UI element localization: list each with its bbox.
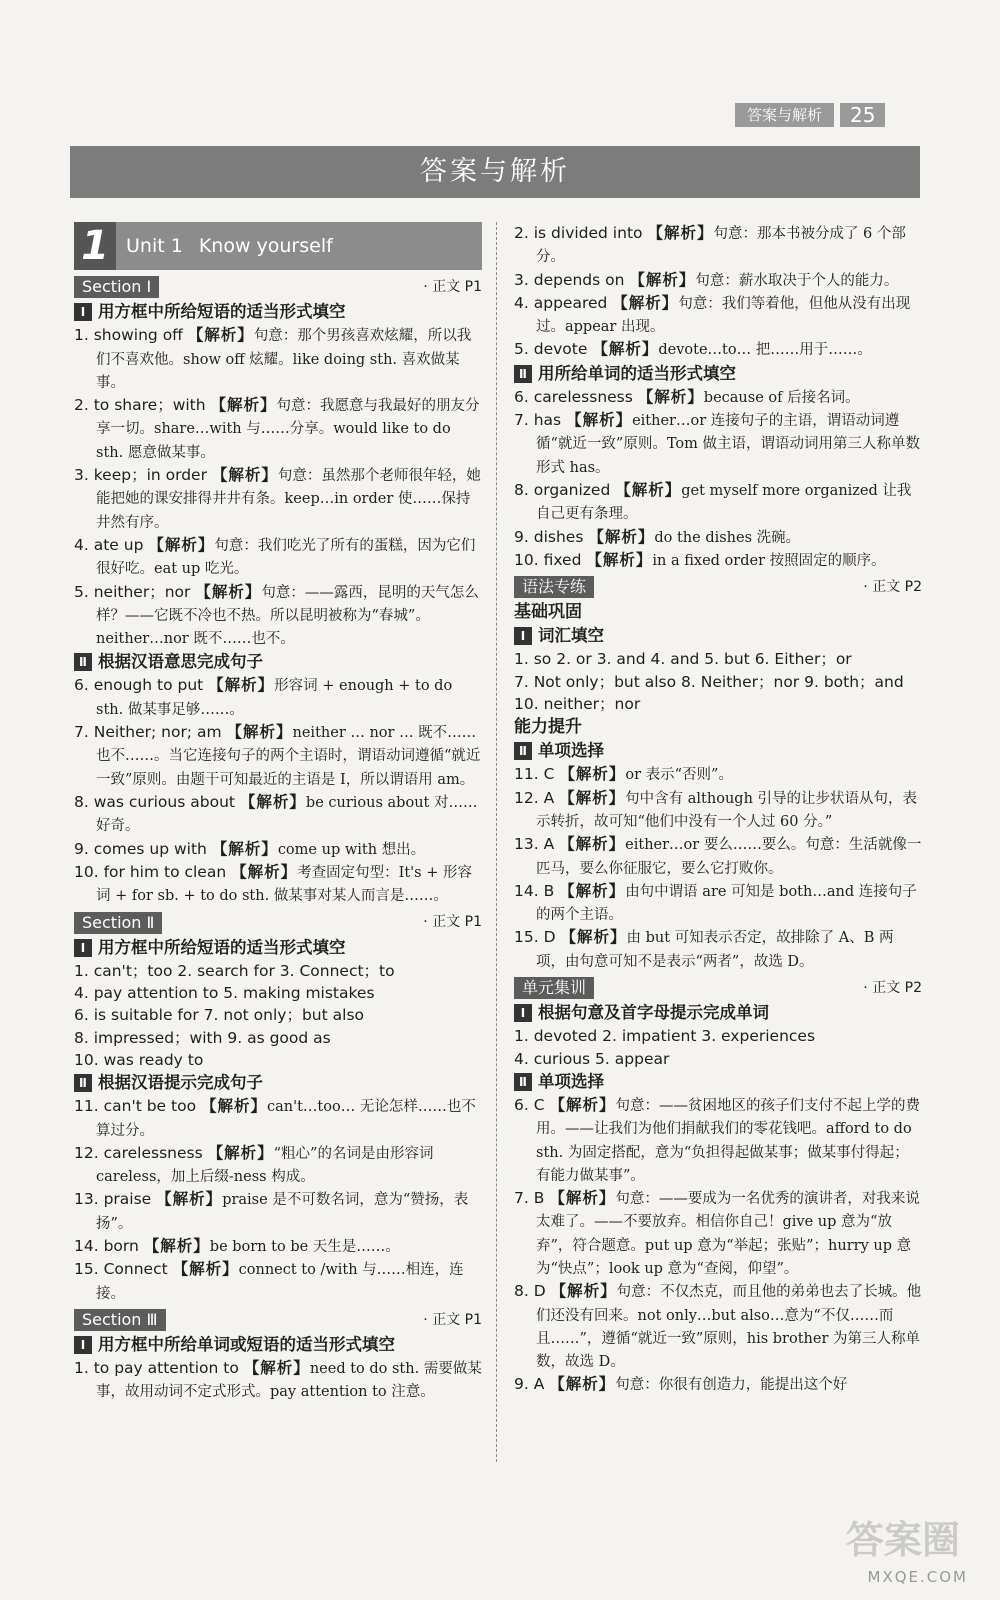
page-reference: · 正文 P2	[863, 579, 922, 596]
subsection-heading	[74, 650, 482, 674]
item-number: 11.	[514, 765, 539, 784]
item-explanation: 句意：薪水取决于个人的能力。	[695, 272, 899, 289]
item-answer: B	[533, 1189, 545, 1208]
item-answer: C	[543, 765, 555, 784]
item-explanation: 句意：那个男孩喜欢炫耀，所以我们不喜欢他。show off 炫耀。like doing sth. 喜欢做某事。	[96, 328, 472, 391]
analysis-tag: 【解析】	[559, 788, 626, 807]
answer-item	[514, 479, 922, 526]
subsection-text: 单项选择	[538, 741, 604, 761]
subsection-text: 词汇填空	[538, 626, 604, 646]
column-divider	[496, 222, 497, 1462]
answer-item	[74, 581, 482, 651]
answer-line: 1. devoted 2. impatient 3. experiences	[514, 1027, 816, 1046]
item-answer: depends on	[533, 270, 625, 289]
item-number: 1.	[74, 326, 89, 345]
item-explanation: 句意：不仅杰克，而且他的弟弟也去了长城。他们还没有回来。not only…but also…意为“不仅……而且……”，遵循“就近一致”原则，his brother 为第三人称单数，故选 D。	[536, 1284, 922, 1371]
roman-numeral-badge: Ⅱ	[514, 1073, 532, 1091]
page-header	[735, 103, 885, 127]
analysis-tag: 【解析】	[615, 480, 682, 499]
roman-numeral-badge: Ⅱ	[514, 742, 532, 760]
item-number: 2.	[74, 396, 89, 415]
answer-item	[74, 1095, 482, 1142]
item-explanation: in a fixed order 按照固定的顺序。	[652, 552, 886, 569]
subsection-heading	[514, 1001, 922, 1025]
item-explanation: need to do sth. 需要做某事，故用动词不定式形式。pay attention to 注意。	[96, 1361, 482, 1401]
item-answer: showing off	[93, 326, 183, 345]
answer-item	[514, 926, 922, 973]
subsection-text: 用方框中所给单词或短语的适当形式填空	[98, 1335, 395, 1355]
answer-item	[514, 833, 922, 880]
answer-item	[514, 269, 922, 292]
analysis-tag: 【解析】	[239, 792, 306, 811]
item-number: 3.	[514, 270, 529, 289]
answer-item	[74, 324, 482, 394]
roman-numeral-badge: Ⅱ	[74, 653, 92, 671]
item-number: 13.	[74, 1190, 99, 1209]
item-explanation: neither … nor … 既不……也不……。当它连接句子的两个主语时，谓语动词遵循“就近一致”原则。由题干可知最近的主语是 I，所以谓语用 am。	[96, 725, 481, 788]
roman-numeral-badge: Ⅰ	[514, 1004, 532, 1022]
page-reference: · 正文 P1	[423, 914, 482, 931]
page-title: 答案与解析	[70, 146, 920, 198]
analysis-tag: 【解析】	[559, 835, 626, 854]
item-number: 9.	[514, 527, 529, 546]
answer-item	[514, 549, 922, 572]
analysis-tag: 【解析】	[226, 723, 293, 742]
answer-item	[514, 292, 922, 339]
analysis-tag: 【解析】	[231, 862, 298, 881]
item-number: 1.	[74, 1359, 89, 1378]
answer-item	[514, 763, 922, 786]
answer-item	[514, 880, 922, 927]
item-explanation: 句意：我愿意与我最好的朋友分享一切。share…with 与……分享。would like to do sth. 愿意做某事。	[96, 398, 480, 461]
answer-item	[514, 222, 922, 269]
section-heading	[74, 276, 482, 298]
analysis-tag: 【解析】	[637, 387, 704, 406]
item-answer: ate up	[93, 535, 144, 554]
item-explanation: do the dishes 洗碗。	[654, 529, 801, 546]
unit-title: Unit 1	[126, 234, 183, 257]
subsection-heading	[74, 1333, 482, 1357]
section-tag: Section Ⅱ	[74, 912, 162, 934]
item-answer: praise	[103, 1190, 152, 1209]
item-answer: B	[543, 881, 555, 900]
item-answer: C	[533, 1095, 545, 1114]
item-answer: fixed	[543, 550, 582, 569]
item-answer: A	[543, 788, 555, 807]
section-tag: Section Ⅲ	[74, 1309, 166, 1331]
section-heading	[74, 911, 482, 933]
subsection-heading	[74, 1071, 482, 1095]
item-explanation: 句中含有 although 引导的让步状语从句，表示转折，故可知“他们中没有一个人过 60 分。”	[536, 790, 918, 830]
item-number: 3.	[74, 466, 89, 485]
item-number: 12.	[74, 1143, 99, 1162]
answer-item	[514, 1373, 922, 1396]
answer-item	[514, 526, 922, 549]
answer-item	[74, 1357, 482, 1404]
item-number: 7.	[514, 411, 529, 430]
item-explanation: either…or 连接句子的主语，谓语动词遵循“就近一致”原则。Tom 做主语，谓语动词用第三人称单数形式 has。	[536, 413, 920, 476]
item-answer: carelessness	[533, 387, 633, 406]
answer-item	[514, 338, 922, 361]
item-number: 8.	[514, 480, 529, 499]
item-number: 12.	[514, 788, 539, 807]
item-answer: A	[543, 835, 555, 854]
right-column	[514, 222, 922, 1397]
item-answer: dishes	[533, 527, 584, 546]
analysis-tag: 【解析】	[195, 582, 262, 601]
item-answer: to share；with	[93, 396, 206, 415]
item-number: 14.	[74, 1236, 99, 1255]
answer-item	[514, 409, 922, 479]
analysis-tag: 【解析】	[243, 1359, 310, 1378]
unit-number: 1	[74, 222, 116, 270]
section-tag: Section Ⅰ	[74, 276, 159, 298]
answer-item	[514, 1094, 922, 1187]
answer-item	[74, 861, 482, 908]
item-number: 15.	[74, 1260, 99, 1279]
item-answer: D	[533, 1282, 546, 1301]
item-answer: neither；nor	[93, 582, 191, 601]
item-explanation: can't…too… 无论怎样……也不算过分。	[96, 1099, 476, 1139]
item-answer: keep；in order	[93, 466, 207, 485]
answer-item	[514, 1187, 922, 1280]
subsection-heading	[74, 936, 482, 960]
item-explanation: 由句中谓语 are 可知是 both…and 连接句子的两个主语。	[536, 883, 917, 924]
answer-line: 8. impressed；with 9. as good as	[74, 1028, 331, 1047]
answer-line: 1. can't；too 2. search for 3. Connect；to	[74, 961, 395, 980]
subsection-text: 单项选择	[538, 1071, 604, 1091]
item-explanation: 句意：——露西，昆明的天气怎么样？——它既不冷也不热。所以昆明被称为“春城”。neither…nor 既不……也不。	[96, 584, 479, 648]
analysis-tag: 【解析】	[586, 550, 653, 569]
answer-item	[74, 838, 482, 861]
answer-line: 10. was ready to	[74, 1050, 204, 1069]
item-explanation: be curious about 对……好奇。	[96, 794, 478, 835]
answer-item	[74, 1235, 482, 1258]
subsection-text: 用所给单词的适当形式填空	[538, 363, 736, 383]
analysis-tag: 【解析】	[647, 224, 714, 242]
section-tag: 语法专练	[514, 576, 594, 598]
item-explanation: praise 是不可数名词，意为“赞扬，表扬”。	[96, 1192, 469, 1232]
watermark-logo: 答案圈	[845, 1518, 960, 1562]
item-number: 15.	[514, 928, 539, 947]
analysis-tag: 【解析】	[629, 270, 696, 289]
unit-heading	[74, 222, 482, 270]
analysis-tag: 【解析】	[172, 1260, 239, 1279]
item-explanation: 由 but 可知表示否定，故排除了 A、B 两项，由句意可知不是表示“两者”，故选 D。	[536, 930, 894, 970]
unit-name: Know yourself	[198, 234, 333, 257]
item-answer: devote	[533, 340, 588, 359]
item-number: 7.	[514, 1189, 529, 1208]
analysis-tag: 【解析】	[207, 1143, 274, 1162]
item-number: 8.	[74, 792, 89, 811]
item-number: 4.	[74, 535, 89, 554]
section-heading	[514, 576, 922, 598]
item-number: 7.	[74, 723, 89, 742]
item-explanation: get myself more organized 让我自己更有条理。	[536, 482, 912, 523]
analysis-tag: 【解析】	[143, 1236, 210, 1255]
item-number: 10.	[74, 862, 99, 881]
item-explanation: because of 后接名词。	[703, 389, 860, 406]
item-explanation: 形容词 + enough + to do sth. 做某事足够……。	[96, 678, 453, 718]
subsection-text: 根据句意及首字母提示完成单词	[538, 1003, 769, 1023]
section-heading	[514, 977, 922, 999]
section-tag: 单元集训	[514, 977, 594, 999]
roman-numeral-badge: Ⅱ	[74, 1074, 92, 1092]
item-explanation: 句意：我们等着他，但他从没有出现过。appear 出现。	[536, 295, 911, 336]
analysis-tag: 【解析】	[201, 1097, 268, 1116]
analysis-tag: 【解析】	[566, 411, 633, 430]
item-explanation: come up with 想出。	[277, 841, 426, 858]
item-number: 5.	[514, 340, 529, 359]
page-reference: · 正文 P1	[423, 1311, 482, 1328]
subsection-text: 根据汉语意思完成句子	[98, 652, 263, 672]
item-number: 14.	[514, 881, 539, 900]
roman-numeral-badge: Ⅰ	[74, 1336, 92, 1354]
roman-numeral-badge: Ⅱ	[514, 365, 532, 383]
item-explanation: 句意：——要成为一名优秀的演讲者，对我来说太难了。——不要放弃。相信你自己！give up 意为“放弃”，符合题意。put up 意为“举起；张贴”；hurry up 意为“快点”；look up 意为“查阅，仰望”。	[536, 1191, 920, 1277]
subsection-heading	[514, 1070, 922, 1094]
item-answer: to pay attention to	[93, 1359, 239, 1378]
analysis-tag: 【解析】	[208, 676, 275, 695]
left-column-body	[74, 276, 482, 1404]
item-explanation: 句意：我们吃光了所有的蛋糕，因为它们很好吃。eat up 吃光。	[96, 537, 476, 578]
subsection-heading	[514, 362, 922, 386]
answer-item	[74, 464, 482, 534]
item-number: 5.	[74, 582, 89, 601]
answer-item	[74, 1188, 482, 1235]
analysis-tag: 【解析】	[550, 1282, 617, 1301]
answer-item	[74, 1258, 482, 1305]
page-reference: · 正文 P2	[863, 980, 922, 997]
analysis-tag: 【解析】	[549, 1375, 616, 1394]
item-answer: carelessness	[103, 1143, 203, 1162]
page-number: 25	[840, 103, 885, 127]
answer-item	[74, 791, 482, 838]
item-number: 9.	[514, 1375, 529, 1394]
analysis-tag: 【解析】	[211, 466, 278, 485]
item-number: 6.	[514, 1095, 529, 1114]
item-answer: Connect	[103, 1260, 168, 1279]
subsection-heading	[514, 739, 922, 763]
analysis-tag: 【解析】	[156, 1190, 223, 1209]
item-answer: was curious about	[93, 792, 235, 811]
answer-item	[514, 1280, 922, 1373]
section-heading	[74, 1309, 482, 1331]
analysis-tag: 【解析】	[211, 839, 278, 858]
analysis-tag: 【解析】	[210, 396, 277, 415]
item-explanation: connect to /with 与……相连，连接。	[96, 1262, 464, 1302]
item-number: 13.	[514, 835, 539, 854]
item-number: 8.	[514, 1282, 529, 1301]
subsection-text: 用方框中所给短语的适当形式填空	[98, 937, 346, 957]
roman-numeral-badge: Ⅰ	[514, 627, 532, 645]
analysis-tag: 【解析】	[148, 535, 215, 554]
analysis-tag: 【解析】	[187, 326, 254, 345]
answer-line: 10. neither；nor	[514, 695, 641, 714]
analysis-tag: 【解析】	[559, 765, 626, 784]
answer-item	[74, 1142, 482, 1189]
item-answer: is divided into	[533, 224, 643, 242]
item-explanation: 句意：你很有创造力，能提出这个好	[615, 1377, 848, 1394]
item-number: 6.	[514, 387, 529, 406]
item-explanation: 考查固定句型：It's + 形容词 + for sb. + to do sth. 做某事对某人而言是……。	[96, 864, 472, 905]
item-explanation: 句意：——贫困地区的孩子们支付不起上学的费用。——让我们为他们捐献我们的零花钱吧。afford to do sth. 为固定搭配，意为“负担得起做某事；做某事付得起；有能力做某事”。	[536, 1097, 921, 1184]
roman-numeral-badge: Ⅰ	[74, 939, 92, 957]
item-answer: has	[533, 411, 562, 430]
item-answer: appeared	[533, 293, 608, 312]
item-answer: for him to clean	[103, 862, 227, 881]
item-answer: D	[543, 928, 556, 947]
answer-line: 7. Not only；but also 8. Neither；nor 9. both；and	[514, 672, 904, 691]
analysis-tag: 【解析】	[549, 1189, 616, 1208]
left-column	[74, 222, 482, 1404]
item-number: 2.	[514, 224, 529, 242]
header-label: 答案与解析	[735, 103, 834, 127]
answer-line: 1. so 2. or 3. and 4. and 5. but 6. Either；or	[514, 650, 852, 669]
item-explanation: 句意：那本书被分成了 6 个部分。	[536, 226, 906, 266]
answer-item	[74, 394, 482, 464]
item-explanation: “粗心”的名词是由形容词 careless，加上后缀-ness 构成。	[96, 1145, 434, 1186]
roman-numeral-badge: Ⅰ	[74, 303, 92, 321]
subsection-text: 用方框中所给短语的适当形式填空	[98, 302, 346, 322]
item-number: 6.	[74, 676, 89, 695]
item-explanation: 句意：虽然那个老师很年轻，她能把她的课安排得井井有条。keep…in order 使……保持井然有序。	[96, 468, 481, 531]
subsection-heading	[514, 624, 922, 648]
item-explanation: be born to be 天生是……。	[209, 1238, 400, 1255]
page-reference: · 正文 P1	[423, 279, 482, 295]
analysis-tag: 【解析】	[560, 928, 627, 947]
subsection-text: 根据汉语提示完成句子	[98, 1073, 263, 1093]
item-answer: comes up with	[93, 839, 207, 858]
item-number: 10.	[514, 550, 539, 569]
category-heading: 能力提升	[514, 717, 582, 738]
item-answer: A	[533, 1375, 545, 1394]
item-explanation: or 表示“否则”。	[625, 767, 733, 784]
category-heading: 基础巩固	[514, 602, 582, 623]
answer-item	[74, 721, 482, 791]
analysis-tag: 【解析】	[592, 340, 659, 359]
item-number: 4.	[514, 293, 529, 312]
analysis-tag: 【解析】	[612, 293, 679, 312]
item-answer: can't be too	[103, 1097, 197, 1116]
item-answer: enough to put	[93, 676, 204, 695]
item-answer: organized	[533, 480, 611, 499]
analysis-tag: 【解析】	[549, 1095, 616, 1114]
right-column-body	[514, 222, 922, 1397]
analysis-tag: 【解析】	[559, 881, 626, 900]
item-explanation: either…or 要么……要么。句意：生活就像一匹马，要么你征服它，要么它打败你。	[536, 837, 922, 877]
subsection-heading	[74, 300, 482, 324]
item-answer: born	[103, 1236, 139, 1255]
answer-item	[514, 386, 922, 409]
answer-line: 6. is suitable for 7. not only；but also	[74, 1006, 364, 1025]
analysis-tag: 【解析】	[588, 527, 655, 546]
answer-line: 4. curious 5. appear	[514, 1049, 670, 1068]
item-answer: Neither; nor; am	[93, 723, 222, 742]
answer-line: 4. pay attention to 5. making mistakes	[74, 984, 375, 1003]
answer-item	[74, 674, 482, 721]
answer-item	[514, 787, 922, 834]
answer-item	[74, 534, 482, 581]
item-explanation: devote…to… 把……用于……。	[658, 342, 872, 359]
item-number: 11.	[74, 1097, 99, 1116]
item-number: 9.	[74, 839, 89, 858]
watermark-url: MXQE.COM	[867, 1568, 968, 1586]
